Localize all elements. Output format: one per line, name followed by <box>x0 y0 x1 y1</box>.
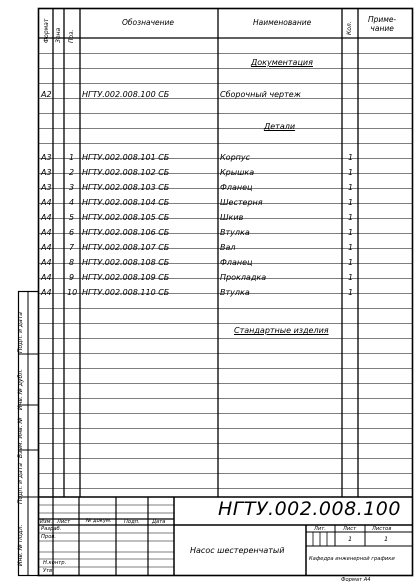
format-note: Формат А4 <box>341 577 371 583</box>
row-format: А4 <box>41 198 52 207</box>
header-format: Формат <box>43 18 50 43</box>
col-izm: Изм. <box>40 519 53 525</box>
row-designation: НГТУ.002.008.104 СБ <box>82 198 170 207</box>
row-designation: НГТУ.002.008.107 СБ <box>82 243 170 252</box>
side-label-sign-date-1: Подп. и дата <box>17 312 24 353</box>
row-qty: 1 <box>348 258 354 267</box>
row-name: Фланец <box>220 258 253 267</box>
side-label-sign-date-2: Подп. и дата <box>17 463 24 504</box>
side-label-orig-inv: Инв. № подл. <box>17 524 24 566</box>
row-pos: 1 <box>69 153 75 162</box>
side-label-repl-inv: Взам. инв. № <box>17 417 24 458</box>
row-format: А4 <box>41 288 52 297</box>
table-row <box>0 195 419 210</box>
row-designation: НГТУ.002.008.109 СБ <box>82 273 170 282</box>
row-format: А4 <box>41 243 52 252</box>
row-designation: НГТУ.002.008.103 СБ <box>82 183 170 192</box>
table-row <box>0 150 419 165</box>
row-pos: 7 <box>69 243 75 252</box>
row-pos: 6 <box>69 228 75 237</box>
label-nkontr: Н.контр. <box>43 560 67 566</box>
row-name: Корпус <box>220 153 251 162</box>
doc-format: А2 <box>41 90 52 99</box>
row-format: А3 <box>41 183 52 192</box>
doc-name: Сборочный чертеж <box>220 90 301 99</box>
row-name: Прокладка <box>220 273 267 282</box>
row-qty: 1 <box>348 168 354 177</box>
col-podp: Подп. <box>124 519 140 525</box>
row-pos: 9 <box>69 273 75 282</box>
row-format: А4 <box>41 273 52 282</box>
header-qty: Кол. <box>346 21 353 35</box>
row-qty: 1 <box>348 288 354 297</box>
side-label-dup-inv: Инв. № дубл. <box>17 368 24 410</box>
row-qty: 1 <box>348 153 354 162</box>
table-row <box>0 210 419 225</box>
label-razrab: Разраб. <box>41 526 62 532</box>
row-name: Втулка <box>220 288 250 297</box>
table-row <box>0 180 419 195</box>
table-row <box>0 285 419 300</box>
section-documentation: Документация <box>251 58 313 67</box>
col-data: Дата <box>152 519 166 525</box>
table-row <box>0 165 419 180</box>
value-list: 1 <box>348 535 353 543</box>
row-designation: НГТУ.002.008.102 СБ <box>82 168 170 177</box>
section-parts: Детали <box>264 122 296 131</box>
label-list: Лист <box>343 526 357 532</box>
row-designation: НГТУ.002.008.101 СБ <box>82 153 170 162</box>
header-note: Приме- чание <box>368 15 397 33</box>
row-name: Крышка <box>220 168 255 177</box>
row-qty: 1 <box>348 198 354 207</box>
header-pos: Поз. <box>68 29 75 43</box>
table-row <box>0 270 419 285</box>
row-pos: 4 <box>69 198 75 207</box>
row-qty: 1 <box>348 228 354 237</box>
row-pos: 5 <box>69 213 75 222</box>
row-name: Втулка <box>220 228 250 237</box>
header-zone: Зона <box>55 27 62 43</box>
label-utv: Утв. <box>43 568 54 574</box>
row-qty: 1 <box>348 243 354 252</box>
row-format: А4 <box>41 258 52 267</box>
table-row <box>0 225 419 240</box>
row-pos: 8 <box>69 258 75 267</box>
document-code: НГТУ.002.008.100 <box>218 498 401 520</box>
row-name: Вал <box>220 243 236 252</box>
row-qty: 1 <box>348 213 354 222</box>
row-format: А3 <box>41 168 52 177</box>
header-name: Наименование <box>253 18 312 27</box>
table-row <box>0 240 419 255</box>
organization: Кафедра инженерной графики <box>309 556 395 562</box>
row-designation: НГТУ.002.008.105 СБ <box>82 213 170 222</box>
row-pos: 3 <box>69 183 75 192</box>
row-designation: НГТУ.002.008.106 СБ <box>82 228 170 237</box>
label-lit: Лит. <box>314 526 326 532</box>
row-name: Фланец <box>220 183 253 192</box>
label-prov: Пров. <box>41 534 57 540</box>
row-format: А3 <box>41 153 52 162</box>
doc-designation: НГТУ.002.008.100 СБ <box>82 90 170 99</box>
header-designation: Обозначение <box>122 18 175 27</box>
row-designation: НГТУ.002.008.108 СБ <box>82 258 170 267</box>
value-listov: 1 <box>384 535 389 543</box>
col-ndoc: № докум. <box>86 518 112 524</box>
col-list: Лист <box>57 519 71 525</box>
product-title: Насос шестеренчатый <box>190 546 285 555</box>
row-designation: НГТУ.002.008.110 СБ <box>82 288 170 297</box>
row-name: Шестерня <box>220 198 263 207</box>
row-pos: 2 <box>69 168 75 177</box>
row-qty: 1 <box>348 273 354 282</box>
row-pos: 10 <box>67 288 78 297</box>
row-qty: 1 <box>348 183 354 192</box>
row-format: А4 <box>41 213 52 222</box>
row-name: Шкив <box>220 213 244 222</box>
row-format: А4 <box>41 228 52 237</box>
table-row <box>0 255 419 270</box>
label-listov: Листов <box>372 526 392 532</box>
section-standard: Стандартные изделия <box>234 326 329 335</box>
